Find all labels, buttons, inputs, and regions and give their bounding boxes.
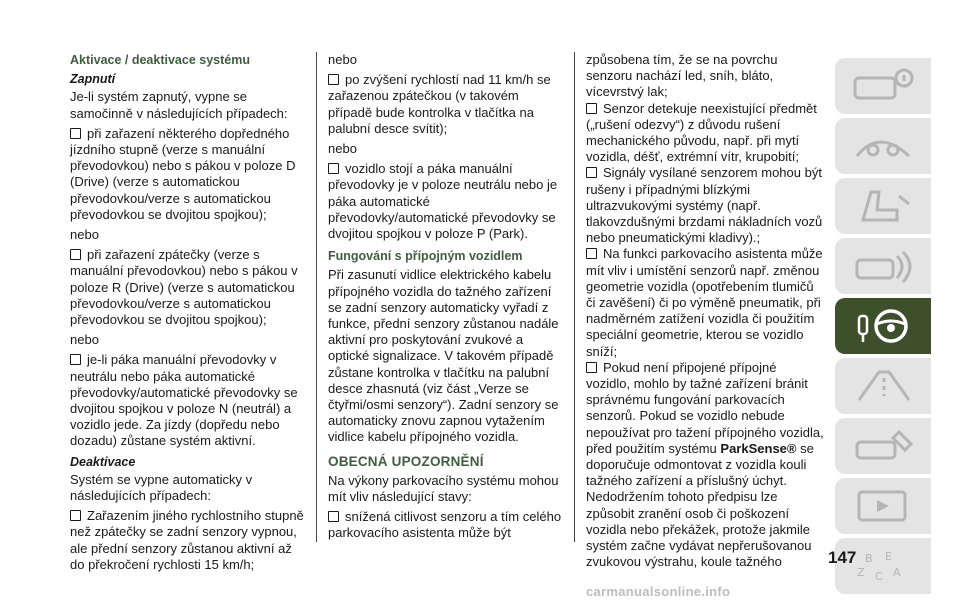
- tab-driving-assist[interactable]: [835, 238, 931, 294]
- index-letters-icon: [849, 546, 919, 586]
- tab-seat[interactable]: [835, 178, 931, 234]
- steering-wheel-key-icon: [849, 306, 919, 346]
- svg-text:A: A: [893, 566, 901, 579]
- tab-warning-road[interactable]: [835, 358, 931, 414]
- checkbox-bullet-icon: [586, 167, 597, 178]
- paragraph: Na výkony parkovacího systému mohou mít vliv následující stavy:: [328, 472, 559, 505]
- paragraph: Při zasunutí vidlice elektrického kabelu přípojného vozidla do tažného zařízení se zadní senzory automaticky vyřadí z funkce, přední senzory zůstanou nadále aktivní pro poskytování zvukové a optické signalizace. V takovém případě zůstane kontrolka v tlačítku na palubní desce zhasnutá (viz část „Verze se čtyřmi/osmi senzory“). Zadní senzory se automaticky znovu zapnou vytažením vidlice kabelu přípojného vozidla.: [328, 267, 559, 445]
- tab-dashboard[interactable]: [835, 118, 931, 174]
- bullet-item: Signály vysílané senzorem mohou být rušeny i případnými blízkými ultrazvukovými systémy (např. tlakovzdušnými brzdami nákladních vozů nebo pneumatickými kladivy).;: [586, 165, 823, 246]
- column-divider-1: [316, 52, 317, 542]
- brand-parksense: ParkSense®: [720, 440, 797, 456]
- warning-road-icon: [849, 366, 919, 406]
- bullet-item: Zařazením jiného rychlostního stupně než zpátečky se zadní senzory vypnou, ale přední senzory zůstanou aktivní až do překročení rychlosti 15 km/h;: [70, 508, 304, 572]
- dashboard-icon: [849, 126, 919, 166]
- bullet-item: při zařazení zpátečky (verze s manuální převodovkou) nebo s pákou v poloze R (Drive) (verze s automatickou převodovkou/verze s automatickou převodovkou se dvojitou spojkou);: [70, 247, 298, 328]
- bullet-item: Senzor detekuje neexistující předmět („rušení odezvy“) z důvodu rušení mechanického původu, např. při mytí vozidla, déšť, extrémní vítr, krupobití;: [586, 100, 817, 165]
- tab-steering-wheel-key[interactable]: [835, 298, 931, 354]
- page-number: 147: [828, 548, 857, 567]
- svg-text:C: C: [875, 570, 883, 583]
- paragraph: Systém se vypne automaticky v následujících případech:: [70, 471, 253, 504]
- paragraph: nebo: [70, 227, 99, 243]
- chapter-tabs: [835, 58, 931, 598]
- checkbox-bullet-icon: [328, 511, 339, 522]
- checkbox-bullet-icon: [70, 128, 81, 139]
- checkbox-bullet-icon: [586, 103, 597, 114]
- bullet-item: při zařazení některého dopředného jízdního stupně (verze s manuální převodovkou) nebo s pákou v poloze D (Drive) (verze s automatickou převodovkou/verze s automatickou převodovkou se dvojitou spojkou);: [70, 125, 296, 222]
- subheading-zapnuti: Zapnutí: [70, 72, 116, 87]
- checkbox-bullet-icon: [70, 354, 81, 365]
- checkbox-bullet-icon: [70, 249, 81, 260]
- bullet-item: Na funkci parkovacího asistenta může mít vliv i umístění senzorů např. změnou geometrie vozidla (opotřebením tlumičů či zavěšení) či po výměně pneumatik, při nadměrném zatížení vozidla či použitím speciální geometrie, kterou se vozidlo sníží;: [586, 246, 823, 359]
- checkbox-bullet-icon: [328, 163, 339, 174]
- paragraph: nebo: [328, 141, 357, 157]
- tab-multimedia[interactable]: [835, 478, 931, 534]
- svg-text:E: E: [885, 550, 892, 563]
- bullet-item: vozidlo stojí a páka manuální převodovky je v poloze neutrálu nebo je páka automatické převodovky/automatické převodovky se dvojitou spojkou v poloze P (Park).: [328, 161, 558, 242]
- paragraph: způsobena tím, že se na povrchu senzoru nachází led, sníh, bláto, vícevrstvý lak;: [586, 52, 778, 100]
- paragraph: Je-li systém zapnutý, vypne se samočinně v následujících případech:: [70, 89, 288, 121]
- bullet-item: je-li páka manuální převodovky v neutrálu nebo páka automatické převodovky/automatické převodovky se dvojitou spojkou v poloze N (neutrál) a vozidlo jede. Za jízdy (dopředu nebo dozadu) zůstane systém aktivní.: [70, 352, 298, 449]
- heading-trailer: Fungování s přípojným vozidlem: [328, 249, 523, 264]
- car-info-icon: [849, 66, 919, 106]
- bullet-item: po zvýšení rychlostí nad 11 km/h se zařazenou zpátečkou (v takovém případě bude kontrolka v tlačítka na palubní desce svítit);: [328, 72, 551, 136]
- tab-wrench-car[interactable]: [835, 418, 931, 474]
- checkbox-bullet-icon: [586, 362, 597, 373]
- column-1: [70, 52, 308, 577]
- bullet-item: snížená citlivost senzoru a tím celého parkovacího asistenta může být: [328, 509, 562, 541]
- heading-activation: Aktivace / deaktivace systému: [70, 53, 250, 67]
- multimedia-icon: [849, 486, 919, 526]
- checkbox-bullet-icon: [328, 74, 339, 85]
- tab-car-info[interactable]: [835, 58, 931, 114]
- svg-text:B: B: [865, 552, 873, 565]
- wrench-car-icon: [849, 426, 919, 466]
- paragraph: nebo: [70, 332, 99, 348]
- column-divider-2: [574, 52, 575, 542]
- section-title-warnings: OBECNÁ UPOZORNĚNÍ: [328, 453, 484, 469]
- seat-icon: [849, 186, 919, 226]
- svg-text:Z: Z: [857, 566, 865, 579]
- subheading-deaktivace: Deaktivace: [70, 454, 136, 469]
- driving-assist-icon: [849, 246, 919, 286]
- bullet-item: Pokud není připojené přípojné vozidlo, mohlo by tažné zařízení bránit správnému fungování parkovacích senzorů. Pokud se vozidlo nebude nepoužívat pro tažení přípojného vozidla, před použitím systému ParkSense® se doporučuje odmontovat z vozidla kouli tažného zařízení a příslušný úchyt. Nedodržením tohoto předpisu lze způsobit zranění osob či poškození vozidla nebo překážek, protože jakmile systém začne vydávat nepřerušovanou zvukovou výstrahu, koule tažného: [586, 359, 824, 570]
- paragraph: nebo: [328, 52, 357, 67]
- column-3: [586, 52, 824, 575]
- watermark: carmanualsonline.info: [586, 584, 731, 599]
- checkbox-bullet-icon: [70, 510, 81, 521]
- checkbox-bullet-icon: [586, 248, 597, 259]
- column-2: [328, 52, 566, 546]
